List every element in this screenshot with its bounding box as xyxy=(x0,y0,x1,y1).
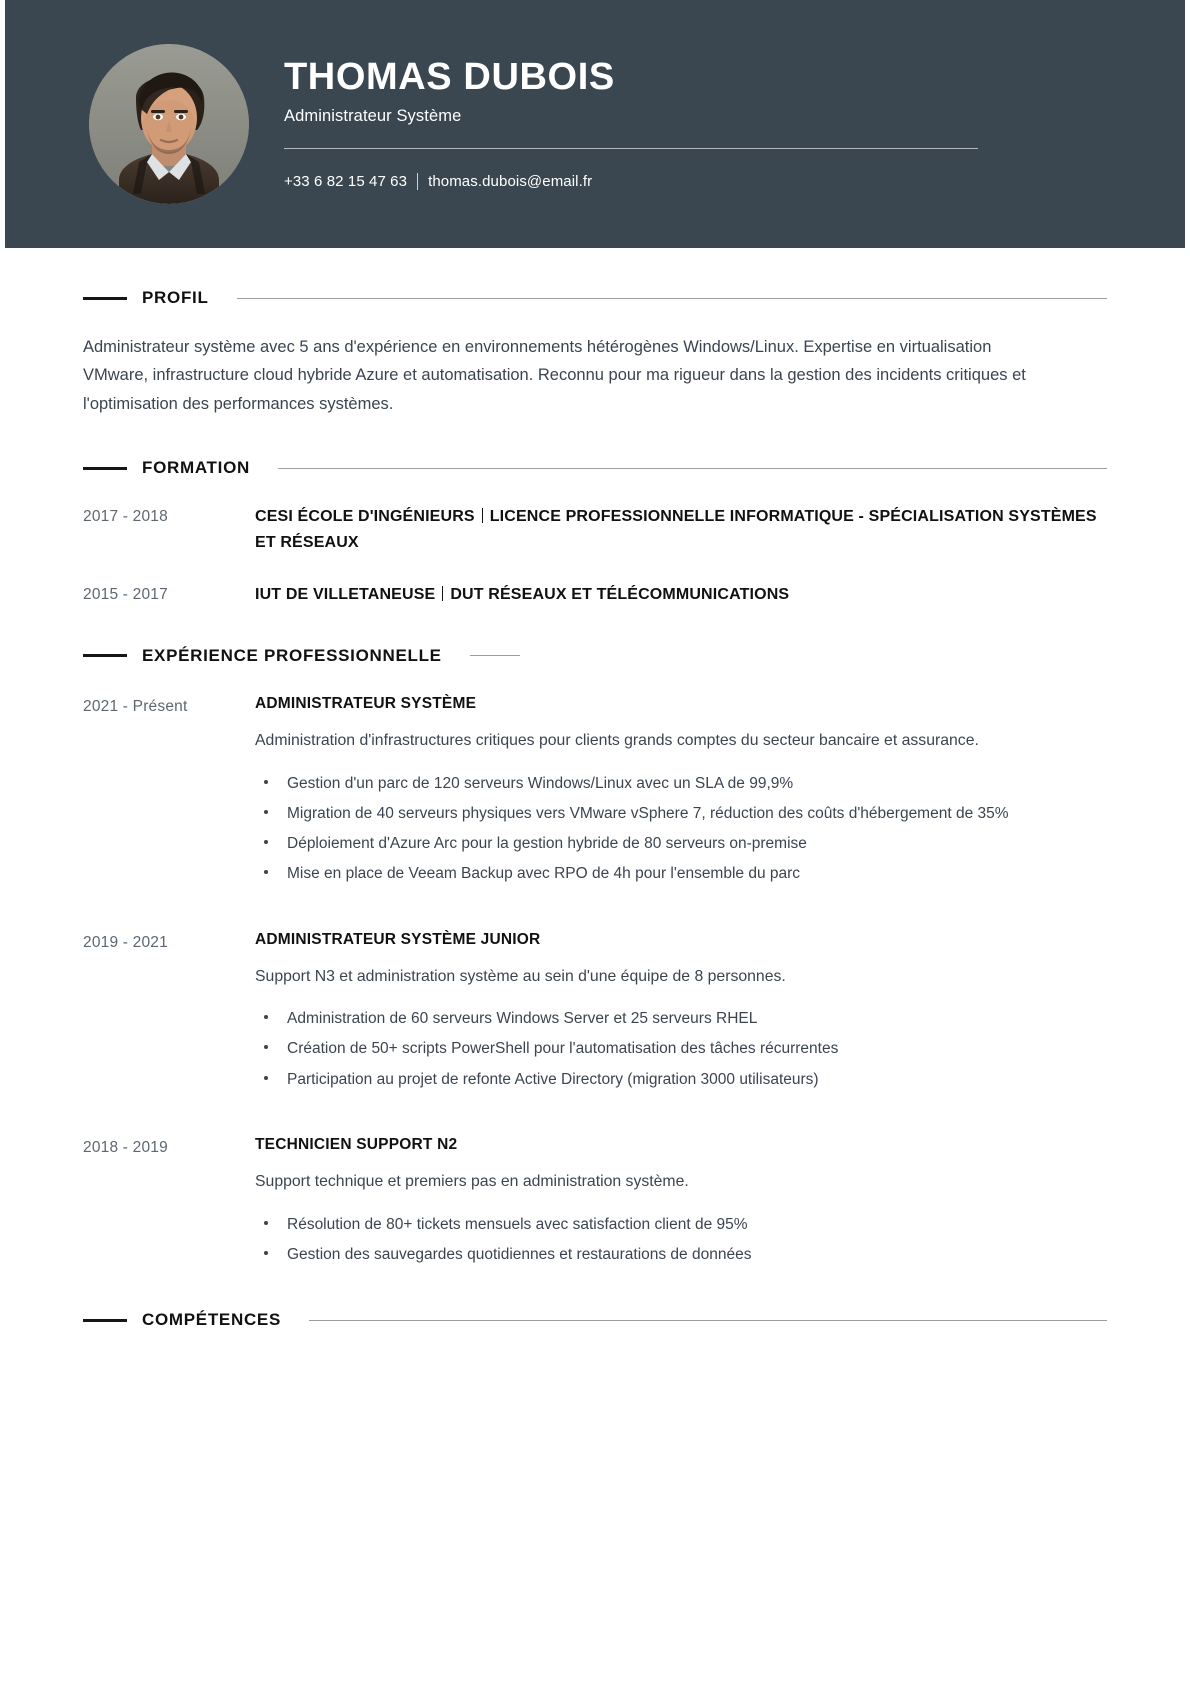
header-text-block xyxy=(284,55,1185,191)
experience-title: ADMINISTRATEUR SYSTÈME xyxy=(255,694,477,712)
list-item: Mise en place de Veeam Backup avec RPO de 4h pour l'ensemble du parc xyxy=(255,861,1047,886)
list-item: Administration de 60 serveurs Windows Server et 25 serveurs RHEL xyxy=(255,1006,1047,1031)
contact-separator xyxy=(417,173,418,190)
experience-description: Administration d'infrastructures critiques pour clients grands comptes du secteur bancaire et assurance. xyxy=(255,731,979,749)
section-dash-icon xyxy=(83,654,127,657)
education-entry xyxy=(83,504,1107,556)
section-header-experience xyxy=(83,646,1107,666)
section-title-formation: FORMATION xyxy=(142,458,250,478)
header-divider xyxy=(284,148,978,149)
list-item: Résolution de 80+ tickets mensuels avec satisfaction client de 95% xyxy=(255,1212,1047,1237)
education-date: 2015 - 2017 xyxy=(83,585,168,603)
experience-entry xyxy=(83,1135,1107,1272)
experience-bullet-list xyxy=(255,1006,1107,1092)
education-body xyxy=(255,582,1107,608)
contact-line xyxy=(284,173,1065,190)
section-header-formation xyxy=(83,458,1107,478)
education-title xyxy=(255,582,1107,608)
cv-body xyxy=(5,288,1185,1330)
education-school: CESI ÉCOLE D'INGÉNIEURS xyxy=(255,508,475,526)
section-title-experience: EXPÉRIENCE PROFESSIONNELLE xyxy=(142,645,442,665)
experience-title: ADMINISTRATEUR SYSTÈME JUNIOR xyxy=(255,930,541,948)
list-item: Participation au projet de refonte Active Directory (migration 3000 utilisateurs) xyxy=(255,1067,1047,1092)
experience-entry xyxy=(83,694,1107,892)
list-item: Migration de 40 serveurs physiques vers VMware vSphere 7, réduction des coûts d'hébergement de 35% xyxy=(255,801,1047,826)
experience-title: TECHNICIEN SUPPORT N2 xyxy=(255,1135,458,1153)
education-degree: DUT RÉSEAUX ET TÉLÉCOMMUNICATIONS xyxy=(450,585,790,603)
job-subtitle: Administrateur Système xyxy=(284,107,462,126)
avatar xyxy=(89,44,249,204)
experience-date: 2019 - 2021 xyxy=(83,933,168,951)
experience-body xyxy=(255,694,1107,892)
experience-date: 2021 - Présent xyxy=(83,697,188,715)
cv-header xyxy=(5,0,1185,248)
avatar-photo-icon xyxy=(89,44,249,204)
experience-entry xyxy=(83,930,1107,1097)
experience-description: Support N3 et administration système au sein d'une équipe de 8 personnes. xyxy=(255,967,786,985)
section-header-competences xyxy=(83,1310,1107,1330)
experience-date: 2018 - 2019 xyxy=(83,1138,168,1156)
section-title-profil: PROFIL xyxy=(142,288,209,307)
education-school: IUT DE VILLETANEUSE xyxy=(255,585,436,603)
title-separator xyxy=(482,508,483,523)
experience-body xyxy=(255,1135,1107,1272)
section-dash-icon xyxy=(83,1319,127,1322)
section-rule xyxy=(309,1320,1107,1321)
section-dash-icon xyxy=(83,297,127,300)
experience-body xyxy=(255,930,1107,1097)
list-item: Gestion d'un parc de 120 serveurs Windows/Linux avec un SLA de 99,9% xyxy=(255,771,1047,796)
email-address[interactable]: thomas.dubois@email.fr xyxy=(428,173,593,191)
education-entry xyxy=(83,582,1107,608)
education-degree: LICENCE PROFESSIONNELLE INFORMATIQUE - SPÉCIALISATION SYSTÈMES ET RÉSEAUX xyxy=(255,508,1097,552)
experience-description: Support technique et premiers pas en administration système. xyxy=(255,1173,689,1191)
section-header-profil xyxy=(83,288,1107,308)
education-date: 2017 - 2018 xyxy=(83,508,168,526)
section-dash-icon xyxy=(83,467,127,470)
experience-bullet-list xyxy=(255,771,1107,887)
section-rule xyxy=(470,655,520,656)
title-separator xyxy=(442,586,443,601)
list-item: Création de 50+ scripts PowerShell pour l'automatisation des tâches récurrentes xyxy=(255,1036,1047,1061)
page-title: THOMAS DUBOIS xyxy=(284,55,615,98)
education-title xyxy=(255,504,1107,556)
list-item: Gestion des sauvegardes quotidiennes et restaurations de données xyxy=(255,1242,1047,1267)
section-rule xyxy=(278,468,1107,469)
section-rule xyxy=(237,298,1107,299)
profile-paragraph: Administrateur système avec 5 ans d'expérience en environnements hétérogènes Windows/Linux. Expertise en virtualisation VMware, infrastructure cloud hybride Azure et automatisation. Reconnu pour ma rigueur dans la gestion des incidents critiques et l'optimisation des performances systèmes. xyxy=(83,338,1026,413)
education-body xyxy=(255,504,1107,556)
section-title-competences: COMPÉTENCES xyxy=(142,1310,281,1330)
experience-bullet-list xyxy=(255,1212,1107,1268)
list-item: Déploiement d'Azure Arc pour la gestion hybride de 80 serveurs on-premise xyxy=(255,831,1047,856)
phone-number[interactable]: +33 6 82 15 47 63 xyxy=(284,173,408,191)
